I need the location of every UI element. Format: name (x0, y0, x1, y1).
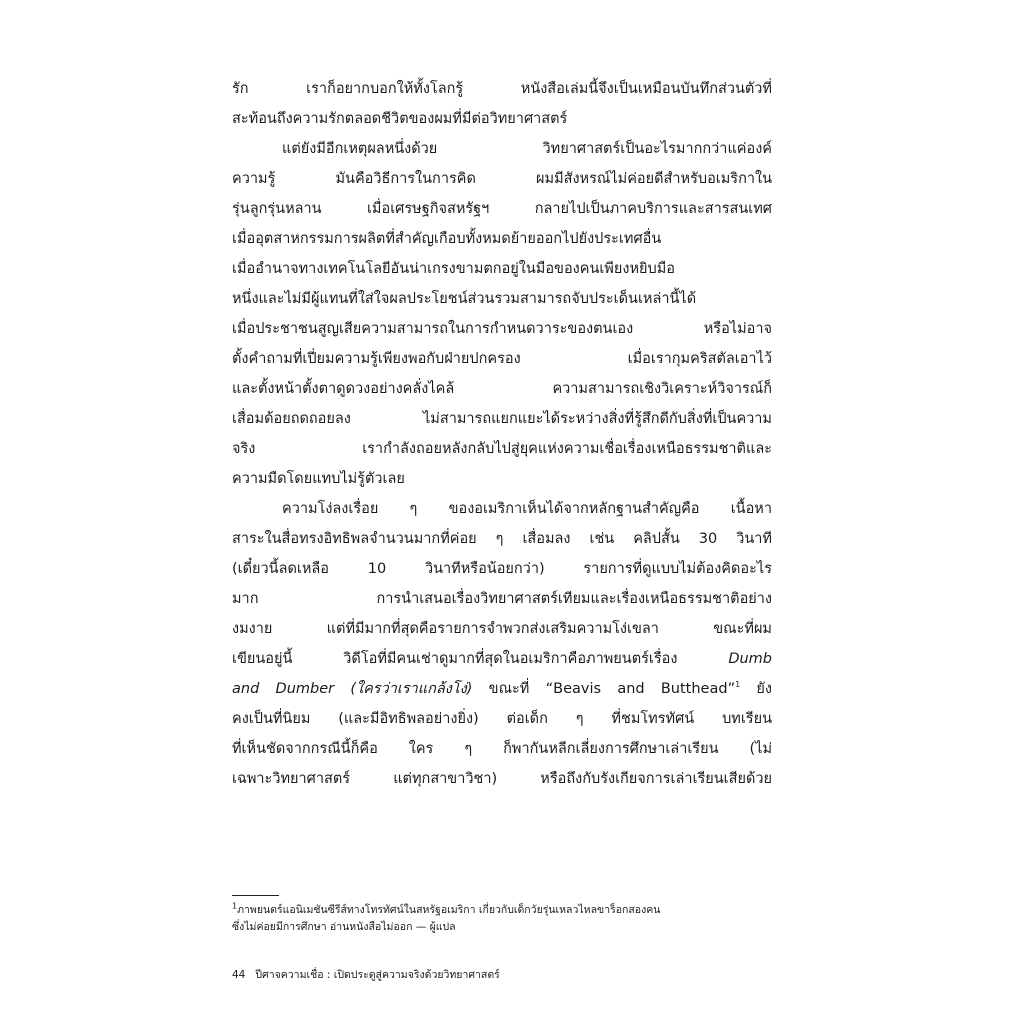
text-line-6: เมื่ออุตสาหกรรมการผลิตที่สำคัญเกือบทั้งหมดย้ายออกไปยังประเทศอื่น (232, 231, 662, 247)
footnote-line-2: ซึ่งไม่ค่อยมีการศึกษา อ่านหนังสือไม่ออก — ผู้แปล (232, 921, 456, 933)
text-line-21-mid: ขณะที่ “Beavis and Butthead” (472, 681, 736, 697)
page-number: 44 (232, 969, 246, 981)
text-line-4: ความรู้ มันคือวิธีการในการคิด ผมมีสังหรณ์ไม่ค่อยดีสำหรับอเมริกาใน (232, 171, 772, 187)
movie-title-part-2: and Dumber (ใครว่าเราแกล้งโง่) (232, 681, 473, 697)
text-line-13: จริง เรากำลังถอยหลังกลับไปสู่ยุคแห่งความเชื่อเรื่องเหนือธรรมชาติและ (232, 441, 772, 457)
text-line-16: สาระในสื่อทรงอิทธิพลจำนวนมากที่ค่อย ๆ เสื่อมลง เช่น คลิปสั้น 30 วินาที (232, 531, 772, 547)
text-line-22: คงเป็นที่นิยม (และมีอิทธิพลอย่างยิ่ง) ต่อเด็ก ๆ ที่ชมโทรทัศน์ บทเรียน (232, 711, 772, 727)
text-line-3: แต่ยังมีอีกเหตุผลหนึ่งด้วย วิทยาศาสตร์เป็นอะไรมากกว่าแค่องค์ (282, 141, 772, 157)
footnote-divider (232, 895, 279, 896)
text-line-21-end: ยัง (740, 681, 772, 697)
footnote-marker: 1 (232, 902, 238, 911)
text-line-17: (เดี๋ยวนี้ลดเหลือ 10 วินาทีหรือน้อยกว่า) รายการที่ดูแบบไม่ต้องคิดอะไร (232, 561, 772, 577)
footnote-line-1 (232, 902, 772, 919)
text-line-8: หนึ่งและไม่มีผู้แทนที่ใส่ใจผลประโยชน์ส่วนรวมสามารถจับประเด็นเหล่านี้ได้ (232, 291, 697, 307)
text-line-24: เฉพาะวิทยาศาสตร์ แต่ทุกสาขาวิชา) หรือถึงกับรังเกียจการเล่าเรียนเสียด้วย (232, 771, 772, 787)
text-line-19: งมงาย แต่ที่มีมากที่สุดคือรายการจำพวกส่งเสริมความโง่เขลา ขณะที่ผม (232, 621, 772, 637)
text-line-14: ความมืดโดยแทบไม่รู้ตัวเลย (232, 471, 405, 487)
text-line-9: เมื่อประชาชนสูญเสียความสามารถในการกำหนดวาระของตนเอง หรือไม่อาจ (232, 321, 772, 337)
book-title: ปีศาจความเชื่อ : เปิดประตูสู่ความจริงด้วยวิทยาศาสตร์ (255, 969, 500, 981)
text-line-10: ตั้งคำถามที่เปี่ยมความรู้เพียงพอกับฝ่ายปกครอง เมื่อเรากุมคริสตัลเอาไว้ (232, 351, 772, 367)
text-line-11: และตั้งหน้าตั้งตาดูดวงอย่างคลั่งไคล้ ความสามารถเชิงวิเคราะห์วิจารณ์ก็ (232, 381, 772, 397)
text-line-18: มาก การนำเสนอเรื่องวิทยาศาสตร์เทียมและเรื่องเหนือธรรมชาติอย่าง (232, 591, 772, 607)
body-text (232, 74, 772, 794)
text-line-20-main: เขียนอยู่นี้ วิดีโอที่มีคนเช่าดูมากที่สุดในอเมริกาคือภาพยนตร์เรื่อง (232, 651, 678, 667)
text-line-20 (232, 644, 772, 674)
movie-title-part-1: Dumb (728, 651, 772, 667)
text-line-12: เสื่อมด้อยถดถอยลง ไม่สามารถแยกแยะได้ระหว่างสิ่งที่รู้สึกดีกับสิ่งที่เป็นความ (232, 411, 772, 427)
text-line-2: สะท้อนถึงความรักตลอดชีวิตของผมที่มีต่อวิทยาศาสตร์ (232, 111, 568, 127)
text-line-5: รุ่นลูกรุ่นหลาน เมื่อเศรษฐกิจสหรัฐฯ กลายไปเป็นภาคบริการและสารสนเทศ (232, 201, 772, 217)
footnote-ref-marker: 1 (735, 680, 741, 690)
text-line-15: ความโง่ลงเรื่อย ๆ ของอเมริกาเห็นได้จากหลักฐานสำคัญคือ เนื้อหา (282, 501, 772, 517)
text-line-1: รัก เราก็อยากบอกให้ทั้งโลกรู้ หนังสือเล่มนี้จึงเป็นเหมือนบันทึกส่วนตัวที่ (232, 81, 772, 97)
text-line-21 (232, 674, 772, 704)
footnotes (232, 902, 772, 936)
running-footer (232, 967, 500, 983)
footnote-text-1: ภาพยนตร์แอนิเมชันซีรีส์ทางโทรทัศน์ในสหรัฐอเมริกา เกี่ยวกับเด็กวัยรุ่นเหลวไหลขาร็อกสองคน (237, 904, 661, 916)
text-line-7: เมื่ออำนาจทางเทคโนโลยีอันน่าเกรงขามตกอยู่ในมือของคนเพียงหยิบมือ (232, 261, 675, 277)
text-line-23: ที่เห็นชัดจากกรณีนี้ก็คือ ใคร ๆ ก็พากันหลีกเลี่ยงการศึกษาเล่าเรียน (ไม่ (232, 741, 772, 757)
